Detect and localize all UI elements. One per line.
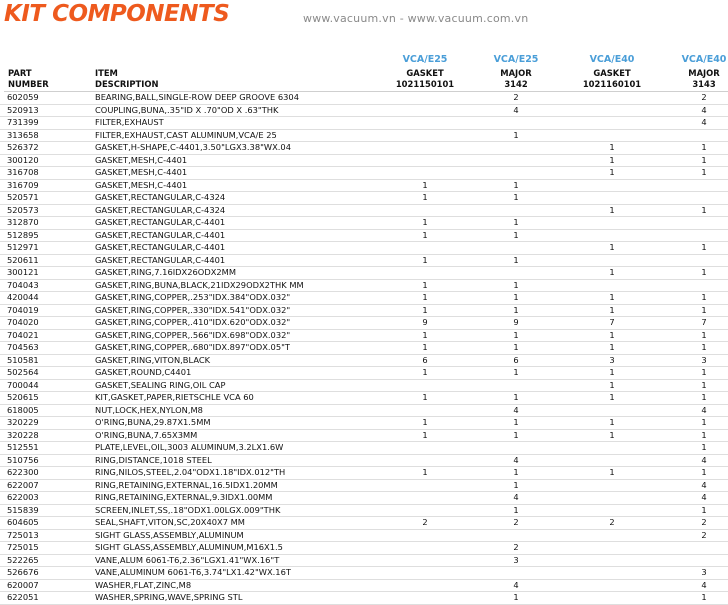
- qty-cell-kit-1: 1: [422, 367, 428, 377]
- kit-3-line1: GASKET: [593, 68, 631, 78]
- kit-model-1: VCA/E25: [402, 54, 448, 65]
- table-row: [0, 292, 728, 305]
- description-cell: SIGHT GLASS,ASSEMBLY,ALUMINUM: [95, 529, 244, 540]
- part-number-cell: 704019: [7, 304, 39, 315]
- table-row: [0, 405, 728, 418]
- qty-cell-kit-1: 9: [422, 317, 428, 327]
- kit-2-line1: MAJOR: [500, 68, 532, 78]
- qty-cell-kit-1: 2: [422, 517, 428, 527]
- table-row: [0, 517, 728, 530]
- part-number-cell: 510756: [7, 454, 39, 465]
- kit-2-line2: 3142: [504, 78, 528, 89]
- qty-cell-kit-4: 7: [701, 317, 707, 327]
- description-cell: VANE,ALUMINUM 6061-T6,3.74"LX1.42"WX.16T: [95, 567, 291, 577]
- part-number-cell: 420044: [7, 292, 39, 302]
- kit-header-2: [476, 68, 556, 89]
- part-number-cell: 526676: [7, 567, 39, 577]
- item-header-line2: DESCRIPTION: [95, 78, 159, 89]
- qty-cell-kit-4: 1: [701, 329, 707, 340]
- qty-cell-kit-2: 1: [513, 592, 519, 602]
- qty-cell-kit-1: 1: [422, 292, 428, 302]
- table-row: [0, 130, 728, 143]
- part-number-cell: 725015: [7, 542, 39, 552]
- qty-cell-kit-4: 2: [701, 529, 707, 540]
- qty-cell-kit-3: 1: [609, 204, 615, 215]
- part-number-cell: 320229: [7, 417, 39, 427]
- table-row: [0, 455, 728, 468]
- qty-cell-kit-1: 1: [422, 304, 428, 315]
- kit-model-4: VCA/E40: [681, 54, 727, 65]
- qty-cell-kit-2: 4: [513, 579, 519, 590]
- part-number-cell: 512895: [7, 229, 39, 240]
- table-row: [0, 530, 728, 543]
- qty-cell-kit-2: 2: [513, 517, 519, 527]
- qty-cell-kit-3: 1: [609, 154, 615, 165]
- qty-cell-kit-2: 1: [513, 229, 519, 240]
- qty-cell-kit-2: 4: [513, 104, 519, 115]
- description-cell: VANE,ALUM 6061-T6,2.36"LGX1.41"WX.16"T: [95, 554, 280, 565]
- table-row: [0, 217, 728, 230]
- table-row: [0, 342, 728, 355]
- qty-cell-kit-4: 1: [701, 267, 707, 277]
- table-row: [0, 117, 728, 130]
- table-row: [0, 367, 728, 380]
- part-number-cell: 520913: [7, 104, 39, 115]
- description-cell: GASKET,ROUND,C4401: [95, 367, 192, 377]
- description-cell: BEARING,BALL,SINGLE-ROW DEEP GROOVE 6304: [95, 92, 299, 102]
- part-number-cell: 312870: [7, 217, 39, 227]
- table-row: [0, 555, 728, 568]
- description-cell: SEAL,SHAFT,VITON,SC,20X40X7 MM: [95, 517, 245, 527]
- qty-cell-kit-2: 1: [513, 417, 519, 427]
- description-cell: GASKET,RING,BUNA,BLACK,21IDX29ODX2THK MM: [95, 279, 304, 290]
- qty-cell-kit-4: 2: [701, 92, 707, 102]
- qty-cell-kit-2: 3: [513, 554, 519, 565]
- part-number-cell: 316709: [7, 179, 39, 190]
- table-row: [0, 167, 728, 180]
- qty-cell-kit-4: 4: [701, 117, 707, 127]
- qty-cell-kit-3: 1: [609, 342, 615, 352]
- part-number-cell: 300121: [7, 267, 39, 277]
- qty-cell-kit-3: 1: [609, 429, 615, 440]
- qty-cell-kit-2: 1: [513, 192, 519, 202]
- qty-cell-kit-4: 1: [701, 392, 707, 402]
- description-cell: SIGHT GLASS,ASSEMBLY,ALUMINUM,M16X1.5: [95, 542, 283, 552]
- table-row: [0, 142, 728, 155]
- qty-cell-kit-4: 4: [701, 579, 707, 590]
- table-row: [0, 255, 728, 268]
- table-row: [0, 242, 728, 255]
- part-number-cell: 622300: [7, 467, 39, 477]
- description-cell: RING,RETAINING,EXTERNAL,9.3IDX1.00MM: [95, 492, 273, 502]
- part-number-cell: 704021: [7, 329, 39, 340]
- description-cell: GASKET,RECTANGULAR,C-4401: [95, 254, 226, 265]
- part-number-cell: 725013: [7, 529, 39, 540]
- kit-4-line2: 3143: [692, 78, 716, 89]
- qty-cell-kit-3: 1: [609, 329, 615, 340]
- part-number-cell: 704563: [7, 342, 39, 352]
- description-cell: GASKET,RING,COPPER,.253"IDX.384"ODX.032": [95, 292, 291, 302]
- description-cell: GASKET,RING,COPPER,.330"IDX.541"ODX.032": [95, 304, 291, 315]
- qty-cell-kit-4: 1: [701, 167, 707, 177]
- qty-cell-kit-3: 1: [609, 292, 615, 302]
- description-cell: GASKET,MESH,C-4401: [95, 154, 188, 165]
- qty-cell-kit-3: 1: [609, 379, 615, 390]
- qty-cell-kit-2: 1: [513, 279, 519, 290]
- qty-cell-kit-2: 9: [513, 317, 519, 327]
- kit-header-1: [385, 68, 465, 89]
- description-cell: RING,NILOS,STEEL,2.04"ODX1.18"IDX.012"TH: [95, 467, 286, 477]
- part-number-cell: 622007: [7, 479, 39, 490]
- qty-cell-kit-2: 1: [513, 504, 519, 515]
- kit-1-line2: 1021150101: [395, 78, 455, 89]
- part-number-cell: 313658: [7, 129, 39, 140]
- qty-cell-kit-1: 1: [422, 392, 428, 402]
- qty-cell-kit-2: 1: [513, 342, 519, 352]
- page-title: KIT COMPONENTS: [4, 1, 230, 27]
- part-header-line1: PART: [8, 68, 32, 78]
- table-row: [0, 380, 728, 393]
- qty-cell-kit-1: 1: [422, 467, 428, 477]
- description-cell: COUPLING,BUNA,.35"ID X .70"OD X .63"THK: [95, 104, 279, 115]
- table-row: [0, 492, 728, 505]
- qty-cell-kit-4: 1: [701, 367, 707, 377]
- item-header-line1: ITEM: [95, 68, 118, 78]
- description-cell: SCREEN,INLET,SS,.18"ODX1.00LGX.009"THK: [95, 504, 281, 515]
- table-row: [0, 305, 728, 318]
- kit-model-2: VCA/E25: [493, 54, 539, 65]
- qty-cell-kit-1: 1: [422, 192, 428, 202]
- description-cell: GASKET,MESH,C-4401: [95, 167, 188, 177]
- qty-cell-kit-2: 4: [513, 492, 519, 502]
- part-number-cell: 618005: [7, 404, 39, 415]
- qty-cell-kit-2: 1: [513, 304, 519, 315]
- description-cell: GASKET,RECTANGULAR,C-4324: [95, 192, 226, 202]
- table-row: [0, 592, 728, 605]
- table-row: [0, 355, 728, 368]
- description-cell: KIT,GASKET,PAPER,RIETSCHLE VCA 60: [95, 392, 254, 402]
- qty-cell-kit-4: 1: [701, 142, 707, 152]
- table-row: [0, 92, 728, 105]
- part-number-cell: 622003: [7, 492, 39, 502]
- qty-cell-kit-2: 1: [513, 392, 519, 402]
- qty-cell-kit-1: 1: [422, 229, 428, 240]
- qty-cell-kit-4: 4: [701, 104, 707, 115]
- table-row: [0, 467, 728, 480]
- part-number-cell: 316708: [7, 167, 39, 177]
- qty-cell-kit-4: 1: [701, 442, 707, 452]
- table-row: [0, 180, 728, 193]
- qty-cell-kit-4: 1: [701, 342, 707, 352]
- qty-cell-kit-4: 3: [701, 567, 707, 577]
- qty-cell-kit-3: 7: [609, 317, 615, 327]
- description-cell: GASKET,RING,COPPER,.566"IDX.698"ODX.032": [95, 329, 291, 340]
- kit-header-3: [572, 68, 652, 89]
- qty-cell-kit-4: 4: [701, 454, 707, 465]
- qty-cell-kit-4: 2: [701, 517, 707, 527]
- qty-cell-kit-1: 6: [422, 354, 428, 365]
- part-number-header: [8, 68, 49, 89]
- qty-cell-kit-3: 1: [609, 267, 615, 277]
- kit-header-4: [672, 68, 728, 89]
- qty-cell-kit-3: 1: [609, 167, 615, 177]
- part-number-cell: 300120: [7, 154, 39, 165]
- part-header-line2: NUMBER: [8, 78, 49, 89]
- description-cell: GASKET,H-SHAPE,C-4401,3.50"LGX3.38"WX.04: [95, 142, 291, 152]
- part-number-cell: 510581: [7, 354, 39, 365]
- description-cell: RING,DISTANCE,1018 STEEL: [95, 454, 212, 465]
- qty-cell-kit-4: 1: [701, 379, 707, 390]
- table-row: [0, 442, 728, 455]
- table-row: [0, 392, 728, 405]
- description-cell: O'RING,BUNA,29.87X1.5MM: [95, 417, 211, 427]
- description-cell: GASKET,RECTANGULAR,C-4401: [95, 217, 226, 227]
- table-row: [0, 155, 728, 168]
- table-row: [0, 480, 728, 493]
- qty-cell-kit-1: 1: [422, 254, 428, 265]
- kit-1-line1: GASKET: [406, 68, 444, 78]
- part-number-cell: 512551: [7, 442, 39, 452]
- part-number-cell: 620007: [7, 579, 39, 590]
- part-number-cell: 515839: [7, 504, 39, 515]
- description-cell: GASKET,SEALING RING,OIL CAP: [95, 379, 226, 390]
- qty-cell-kit-4: 3: [701, 354, 707, 365]
- part-number-cell: 522265: [7, 554, 39, 565]
- item-description-header: [95, 68, 159, 89]
- qty-cell-kit-3: 2: [609, 517, 615, 527]
- qty-cell-kit-2: 1: [513, 429, 519, 440]
- description-cell: GASKET,RECTANGULAR,C-4324: [95, 204, 226, 215]
- qty-cell-kit-3: 1: [609, 142, 615, 152]
- qty-cell-kit-4: 4: [701, 479, 707, 490]
- qty-cell-kit-2: 1: [513, 479, 519, 490]
- part-number-cell: 731399: [7, 117, 39, 127]
- qty-cell-kit-1: 1: [422, 329, 428, 340]
- table-row: [0, 542, 728, 555]
- description-cell: GASKET,RING,VITON,BLACK: [95, 354, 211, 365]
- description-cell: NUT,LOCK,HEX,NYLON,M8: [95, 404, 203, 415]
- part-number-cell: 526372: [7, 142, 39, 152]
- qty-cell-kit-4: 1: [701, 154, 707, 165]
- table-row: [0, 205, 728, 218]
- qty-cell-kit-4: 1: [701, 592, 707, 602]
- part-number-cell: 704043: [7, 279, 39, 290]
- qty-cell-kit-4: 1: [701, 242, 707, 252]
- description-cell: FILTER,EXHAUST,CAST ALUMINUM,VCA/E 25: [95, 129, 277, 140]
- qty-cell-kit-3: 1: [609, 367, 615, 377]
- description-cell: GASKET,RING,COPPER,.410"IDX.620"ODX.032": [95, 317, 291, 327]
- qty-cell-kit-1: 1: [422, 179, 428, 190]
- kit-4-line1: MAJOR: [688, 68, 720, 78]
- qty-cell-kit-2: 1: [513, 367, 519, 377]
- table-row: [0, 430, 728, 443]
- part-number-cell: 604605: [7, 517, 39, 527]
- part-number-cell: 512971: [7, 242, 39, 252]
- qty-cell-kit-3: 1: [609, 467, 615, 477]
- part-number-cell: 520615: [7, 392, 39, 402]
- qty-cell-kit-2: 2: [513, 92, 519, 102]
- part-number-cell: 520573: [7, 204, 39, 215]
- qty-cell-kit-2: 1: [513, 129, 519, 140]
- table-row: [0, 417, 728, 430]
- table-row: [0, 105, 728, 118]
- qty-cell-kit-2: 1: [513, 254, 519, 265]
- qty-cell-kit-3: 1: [609, 304, 615, 315]
- qty-cell-kit-2: 1: [513, 179, 519, 190]
- qty-cell-kit-2: 1: [513, 329, 519, 340]
- part-number-cell: 520611: [7, 254, 39, 265]
- table-row: [0, 267, 728, 280]
- qty-cell-kit-1: 1: [422, 429, 428, 440]
- description-cell: GASKET,RING,COPPER,.680"IDX.897"ODX.05"T: [95, 342, 291, 352]
- qty-cell-kit-4: 1: [701, 292, 707, 302]
- kit-3-line2: 1021160101: [582, 78, 642, 89]
- qty-cell-kit-1: 1: [422, 417, 428, 427]
- part-number-cell: 520571: [7, 192, 39, 202]
- qty-cell-kit-4: 1: [701, 429, 707, 440]
- qty-cell-kit-1: 1: [422, 279, 428, 290]
- qty-cell-kit-4: 1: [701, 417, 707, 427]
- description-cell: GASKET,RING,7.16IDX26ODX2MM: [95, 267, 236, 277]
- part-number-cell: 502564: [7, 367, 39, 377]
- description-cell: O'RING,BUNA,7.65X3MM: [95, 429, 198, 440]
- description-cell: RING,RETAINING,EXTERNAL,16.5IDX1.20MM: [95, 479, 278, 490]
- description-cell: GASKET,RECTANGULAR,C-4401: [95, 242, 226, 252]
- table-row: [0, 567, 728, 580]
- qty-cell-kit-3: 1: [609, 242, 615, 252]
- qty-cell-kit-4: 1: [701, 204, 707, 215]
- qty-cell-kit-4: 1: [701, 467, 707, 477]
- part-number-cell: 320228: [7, 429, 39, 440]
- table-row: [0, 580, 728, 593]
- qty-cell-kit-2: 1: [513, 467, 519, 477]
- part-number-cell: 700044: [7, 379, 39, 390]
- description-cell: PLATE,LEVEL,OIL,3003 ALUMINUM,3.2LX1.6W: [95, 442, 284, 452]
- description-cell: FILTER,EXHAUST: [95, 117, 164, 127]
- description-cell: GASKET,RECTANGULAR,C-4401: [95, 229, 226, 240]
- qty-cell-kit-4: 1: [701, 304, 707, 315]
- qty-cell-kit-2: 1: [513, 217, 519, 227]
- description-cell: GASKET,MESH,C-4401: [95, 179, 188, 190]
- table-row: [0, 192, 728, 205]
- table-row: [0, 280, 728, 293]
- qty-cell-kit-2: 4: [513, 454, 519, 465]
- part-number-cell: 602059: [7, 92, 39, 102]
- qty-cell-kit-4: 1: [701, 504, 707, 515]
- qty-cell-kit-2: 2: [513, 542, 519, 552]
- website-links: www.vacuum.vn - www.vacuum.com.vn: [303, 12, 529, 25]
- qty-cell-kit-2: 4: [513, 404, 519, 415]
- qty-cell-kit-2: 6: [513, 354, 519, 365]
- table-row: [0, 230, 728, 243]
- table-row: [0, 317, 728, 330]
- table-row: [0, 330, 728, 343]
- part-number-cell: 622051: [7, 592, 39, 602]
- parts-table: [0, 92, 728, 605]
- table-row: [0, 505, 728, 518]
- qty-cell-kit-3: 1: [609, 392, 615, 402]
- qty-cell-kit-4: 4: [701, 492, 707, 502]
- part-number-cell: 704020: [7, 317, 39, 327]
- qty-cell-kit-1: 1: [422, 342, 428, 352]
- kit-model-3: VCA/E40: [589, 54, 635, 65]
- qty-cell-kit-4: 4: [701, 404, 707, 415]
- qty-cell-kit-3: 3: [609, 354, 615, 365]
- qty-cell-kit-2: 1: [513, 292, 519, 302]
- qty-cell-kit-3: 1: [609, 417, 615, 427]
- qty-cell-kit-1: 1: [422, 217, 428, 227]
- description-cell: WASHER,FLAT,ZINC,M8: [95, 579, 192, 590]
- description-cell: WASHER,SPRING,WAVE,SPRING STL: [95, 592, 243, 602]
